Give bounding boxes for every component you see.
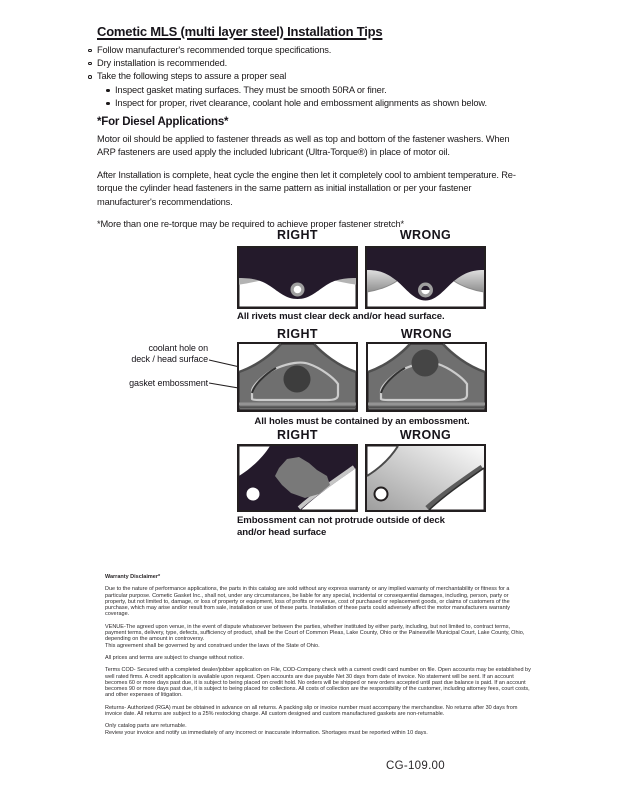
- deck-edge-light: [368, 403, 485, 406]
- page-number: CG-109.00: [386, 760, 445, 772]
- filled-bullet-icon: [106, 97, 115, 110]
- open-bullet-icon: [88, 44, 97, 57]
- rivet-center: [294, 286, 302, 294]
- rivet-wrong-diagram: [365, 246, 486, 309]
- bolt-hole: [375, 488, 388, 501]
- fig3-right-label: RIGHT: [277, 428, 318, 442]
- warranty-disclaimer: [105, 574, 531, 736]
- list-item: [88, 44, 558, 57]
- disclaimer-paragraph: Returns- Authorized (RGA) must be obtained in advance on all returns. A packing slip or invoice number must accompany the merchandise. No returns after 30 days from invoice date. All returns are subject to a 25% restocking charge. All custom designed and custom manufactured gaskets are non-returnable.: [105, 704, 518, 718]
- fig3-right-panel: [237, 444, 358, 512]
- retorque-note: *More than one re-torque may be required to achieve proper fastener stretch*: [97, 219, 404, 229]
- installation-tips-list: [88, 44, 558, 110]
- fig3-wrong-panel: [365, 444, 486, 512]
- callout-text: deck / head surface: [131, 353, 208, 364]
- fig3-wrong-label: WRONG: [399, 428, 452, 442]
- fig2-right-label: RIGHT: [277, 327, 318, 341]
- fig1-wrong-panel: [365, 246, 486, 309]
- protrusion-right-diagram: [237, 444, 358, 512]
- disclaimer-paragraph: Due to the nature of performance applications, the parts in this catalog are sold without any express warranty or any implied warranty of merchantability or fitness for a particular purpose. Cometic Gasket Inc., shall not, under any circumstances, be liable for any special, incidental or consequential damages, including, person, party or property, but not limited to, damage, or loss of property or equipment, loss of profits or revenue, cost of purchased or replacement goods, or claims of customers of the purchase, which may arise and/or result from sale, installation or use of these parts. Installation of these parts could adversely affect the motor manufacturers warranty coverage.: [105, 586, 510, 618]
- coolant-hole: [284, 366, 311, 393]
- filled-bullet-icon: [106, 84, 115, 97]
- disclaimer-paragraph: Review your invoice and notify us immediately of any incorrect or inaccurate information. Shortages must be reported within 10 days.: [105, 729, 428, 736]
- diesel-paragraph-2: After Installation is complete, heat cycle the engine then let it completely cool to ambient temperature. Re-torque the cylinder head fasteners in the same pattern as initial installation or per your fastener manufacturer's recommendations.: [97, 170, 516, 207]
- fig1-right-label: RIGHT: [277, 228, 318, 242]
- disclaimer-paragraph: This agreement shall be governed by and construed under the laws of the State of Ohio.: [105, 642, 320, 649]
- disclaimer-paragraph: Only catalog parts are returnable.: [105, 723, 187, 730]
- gasket-embossment-callout: gasket embossment: [129, 378, 208, 388]
- disclaimer-paragraph: All prices and terms are subject to change without notice.: [105, 654, 245, 661]
- open-bullet-icon: [88, 70, 97, 83]
- deck-edge-dark: [368, 407, 485, 409]
- fig2-wrong-panel: [366, 342, 487, 412]
- deck-edge-dark: [239, 407, 356, 409]
- callout-text: coolant hole on: [148, 343, 208, 353]
- list-item: [88, 57, 558, 70]
- tip-text: Inspect for proper, rivet clearance, coolant hole and embossment alignments as shown below.: [115, 97, 487, 108]
- fig3-caption: [237, 515, 467, 538]
- embossment-wrong-diagram: [366, 342, 487, 412]
- list-item: [88, 84, 558, 97]
- protrusion-wrong-diagram: [365, 444, 486, 512]
- list-item: [88, 70, 558, 83]
- fig1-wrong-label: WRONG: [399, 228, 452, 242]
- coolant-hole-callout: [100, 343, 208, 364]
- fig2-caption: All holes must be contained by an embossment.: [254, 416, 470, 427]
- fig2-right-panel: [237, 342, 358, 412]
- page-title: Cometic MLS (multi layer steel) Installation Tips: [97, 24, 383, 39]
- embossment-right-diagram: [237, 342, 358, 412]
- disclaimer-paragraph: VENUE-The agreed upon venue, in the event of dispute whatsoever between the parties, whether instituted by either party, including, but not limited to, contract terms, payment terms, delivery, type, defects, sufficiency of product, shall be the Court of Common Pleas, Lake County, Ohio or the Painesville Municipal Court, Lake County, Ohio, depending on the amount in controversy.: [105, 623, 525, 643]
- fig1-right-panel: [237, 246, 358, 309]
- tip-text: Dry installation is recommended.: [97, 58, 228, 69]
- fig2-wrong-label: WRONG: [400, 327, 453, 341]
- diesel-applications-heading: *For Diesel Applications*: [97, 116, 229, 128]
- diesel-paragraph-1: Motor oil should be applied to fastener threads as well as top and bottom of the fastener washers. When ARP fasteners are used apply the included lubricant (Ultra-Torque®) in place of motor oil.: [97, 134, 510, 158]
- list-item: [88, 97, 558, 110]
- tip-text: Follow manufacturer's recommended torque specifications.: [97, 45, 332, 55]
- rivet-right-diagram: [237, 246, 358, 309]
- disclaimer-paragraph: Terms COD- Secured with a completed dealer/jobber application on File, COD-Company check with a current credit card number on file. Open accounts may be established by well rated firms. A credit application is available upon request. Open accounts are due payable Net 30 days from date of invoice. No statement will be sent. If an account becomes 60 or more days past due, it is subject to being placed on credit hold. No orders will be shipped or new orders accepted until past due balance is paid. If an account becomes 90 or more days past due, it is subject to being placed for collections. All costs of collection are the responsibility of the customer, including attorney fees, court costs, and other expenses of litigation.: [105, 667, 531, 699]
- tip-text: Inspect gasket mating surfaces. They must be smooth 50RA or finer.: [115, 84, 387, 95]
- tip-text: Take the following steps to assure a proper seal: [97, 71, 287, 82]
- bolt-hole: [247, 488, 260, 501]
- fig1-caption: All rivets must clear deck and/or head surface.: [237, 311, 445, 322]
- coolant-hole: [412, 350, 439, 377]
- deck-edge-light: [239, 403, 356, 406]
- caption-line: Embossment can not protrude outside of deck: [237, 515, 445, 526]
- caption-line: and/or head surface: [237, 526, 327, 538]
- disclaimer-heading: Warranty Disclaimer*: [105, 574, 161, 580]
- open-bullet-icon: [88, 57, 97, 70]
